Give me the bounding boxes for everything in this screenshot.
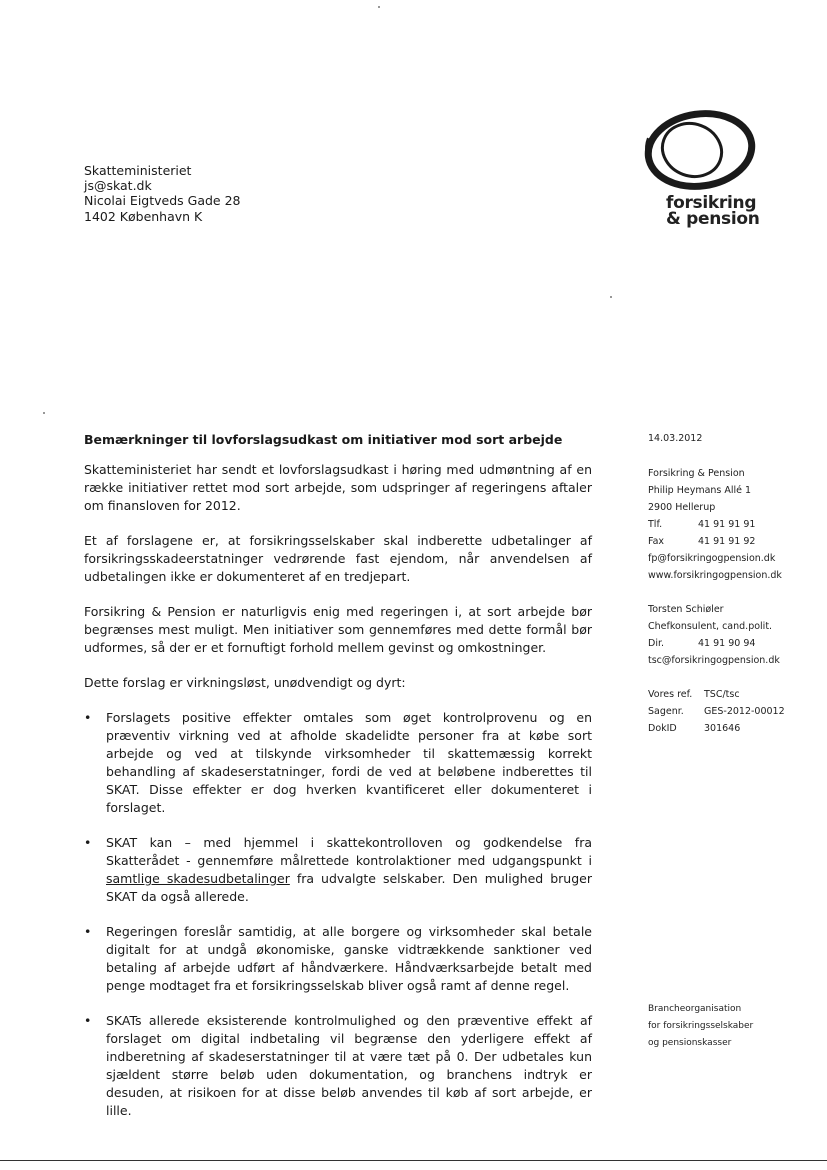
scan-speck xyxy=(610,296,612,298)
list-item xyxy=(84,834,592,906)
list-item-text: fra udvalgte selskaber. Den mulighed bruger SKAT da også allerede. xyxy=(106,871,592,904)
footer-line-3: og pensionskasser xyxy=(648,1038,732,1048)
list-item-text: SKAT kan – med hjemmel i skattekontrolloven og godkendelse fra Skatterådet - gennemføre målrettede kontrolaktioner med udgangspunkt i xyxy=(106,835,592,868)
document-id: DokID 301646 xyxy=(648,723,741,734)
letter-body xyxy=(84,461,592,1137)
sender-city: 2900 Hellerup xyxy=(648,502,716,513)
recipient-name: Skatteministeriet xyxy=(84,163,192,178)
contact-name: Torsten Schiøler xyxy=(648,604,724,615)
underlined-phrase: samtlige skadesudbetalinger xyxy=(106,871,290,886)
sender-website: www.forsikringogpension.dk xyxy=(648,570,782,581)
list-item: • SKATs allerede eksisterende kontrolmulighed og den præventive effekt af forslaget om digital indbetaling vil begrænse den yderligere effekt af indberetning af skadeserstatninger til at være tæt på 0. Der udbetales kun sjældent større beløb uden dokumentation, og branchens indtryk er desuden, at risikoen for at disse beløb anvendes til køb af sort arbejde, er lille. xyxy=(84,1012,592,1120)
company-logo xyxy=(636,110,766,229)
sender-email: fp@forsikringogpension.dk xyxy=(648,553,776,564)
recipient-email: js@skat.dk xyxy=(84,178,152,194)
paragraph-lead: Dette forslag er virkningsløst, unødvendigt og dyrt: xyxy=(84,675,406,690)
organisation-footer xyxy=(648,1001,753,1052)
swirl-logo-icon xyxy=(640,110,760,194)
paragraph-position: Forsikring & Pension er naturligvis enig med regeringen i, at sort arbejde bør begrænses mest muligt. Men initiativer som gennemføres med dette formål bør udformes, så der er et fornuftigt forhold mellem gevinst og omkostninger. xyxy=(84,604,592,655)
list-item: • Forslagets positive effekter omtales som øget kontrolprovenu og en præventiv virkning ved at afholde skadelidte personer fra at købe sort arbejde og ved at tilskynde virksomheder til skattemæssig korrekt behandling af skadeserstatninger, fordi de ved at beløbene indberettes til SKAT. Disse effekter er dog hverken kvantificeret eller dokumenteret i forslaget. xyxy=(84,709,592,817)
recipient-address xyxy=(84,163,241,224)
footer-line-2: for forsikringsselskaber xyxy=(648,1021,754,1031)
our-reference: Vores ref. TSC/tsc xyxy=(648,689,740,700)
contact-block xyxy=(648,601,780,669)
sender-street: Philip Heymans Allé 1 xyxy=(648,485,752,496)
recipient-city: 1402 København K xyxy=(84,208,203,224)
page-bottom-rule xyxy=(0,1160,827,1161)
scan-speck xyxy=(43,412,45,414)
scan-speck xyxy=(378,6,380,8)
sender-phone: Tlf. 41 91 91 91 xyxy=(648,519,756,530)
paragraph-proposal: Et af forslagene er, at forsikringsselskaber skal indberette udbetalinger af forsikringsskadeerstatninger vedrørende fast ejendom, når anvendelsen af udbetalingen ikke er dokumenteret af en tredjepart. xyxy=(84,533,592,584)
sender-fax: Fax 41 91 91 92 xyxy=(648,536,756,547)
case-number: Sagenr. GES-2012-00012 xyxy=(648,706,785,717)
letter-date: 14.03.2012 xyxy=(648,433,703,444)
recipient-street: Nicolai Eigtveds Gade 28 xyxy=(84,193,241,209)
contact-email: tsc@forsikringogpension.dk xyxy=(648,655,780,666)
logo-text-line1: forsikring xyxy=(666,193,757,213)
bullet-list xyxy=(84,709,592,1120)
letter-subject: Bemærkninger til lovforslagsudkast om initiativer mod sort arbejde xyxy=(84,432,563,447)
footer-line-1: Brancheorganisation xyxy=(648,1004,742,1014)
list-item: • Regeringen foreslår samtidig, at alle borgere og virksomheder skal betale digitalt for at undgå økonomiske, ganske vidtrækkende sanktioner ved betaling af arbejde udført af håndværkere. Håndværksarbejde betalt med penge modtaget fra et forsikringsselskab bliver også ramt af denne regel. xyxy=(84,923,592,995)
paragraph-intro: Skatteministeriet har sendt et lovforslagsudkast i høring med udmøntning af en række initiativer rettet mod sort arbejde, som udspringer af regeringens aftaler om finansloven for 2012. xyxy=(84,462,592,513)
sender-block xyxy=(648,465,782,584)
contact-title: Chefkonsulent, cand.polit. xyxy=(648,621,773,632)
contact-direct-phone: Dir. 41 91 90 94 xyxy=(648,638,756,649)
sender-org: Forsikring & Pension xyxy=(648,468,745,479)
logo-text-line2: & pension xyxy=(666,209,760,229)
reference-block xyxy=(648,686,785,737)
